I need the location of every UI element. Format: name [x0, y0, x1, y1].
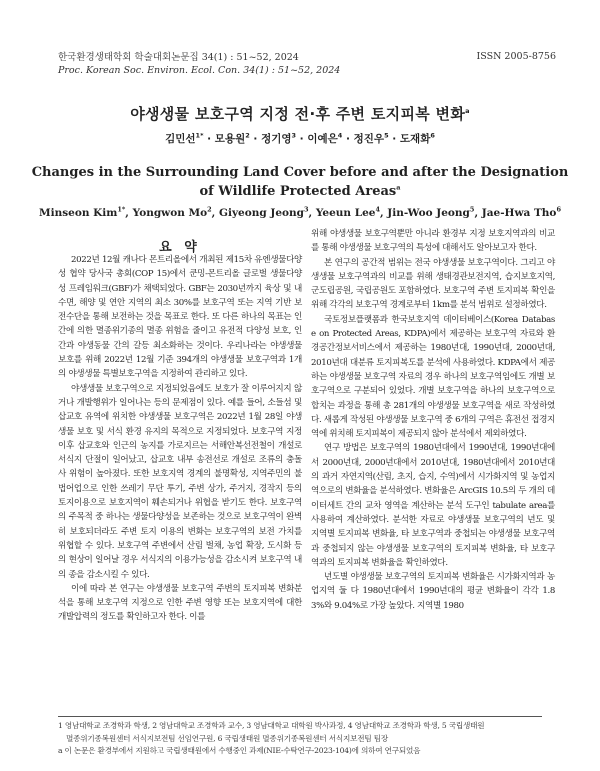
- body-paragraph: 연구 방법은 보호구역의 1980년대에서 1990년대, 1990년대에서 2000년대, 2000년대에서 2010년대, 1980년대에서 2010년대의 과거 자연지역(산림, 초지, 습지, 수역)에서 시가화지역 및 농업지역으로의 변화율을 분석하였다. 변화율은 ArcGIS 10.5의 두 개의 데이터세트 간의 교차 영역을 계산하는 분석 도구인 tabulate area를 사용하여 계산하였다. 분석한 자료로 야생생물 보호구역의 년도 및 지역별 토지피복 변화율, 타 보호구역과 중첩되는 야생생물 보호구역과 중첩되지 않는 야생생물 보호구역의 토지피복 변화율, 타 보호구역과의 토지피복 변화율을 확인하였다.: [311, 443, 555, 568]
- journal-header-korean: 한국환경생태학회 학술대회논문집 34(1) : 51~52, 2024: [58, 52, 299, 63]
- author-name: 도재화: [399, 133, 431, 145]
- body-paragraph: 2022년 12월 캐나다 몬트리올에서 개최된 제15차 유엔생물다양성 협약 당사국 총회(COP 15)에서 쿤밍-몬트리올 글로벌 생물다양성 프레임워크(GBF)가 채택되었다. GBF는 2030년까지 육상 및 내수면, 해양 및 연안 지역의 최소 30%를 보호구역 또는 지역 기반 보전수단을 통해 보전하는 것을 목표로 한다. 또 다른 하나의 목표는 인간에 의한 멸종위기종의 멸종 위험을 줄이고 유전적 다양성 보호, 인간과 야생동물 간의 갈등 최소화하는 것이다. 우리나라는 야생생물 보호를 위해 2022년 12월 기준 394개의 야생생물 보호구역과 1개의 야생생물 특별보호구역을 지정하여 관리하고 있다.: [58, 255, 302, 380]
- left-column: [58, 253, 302, 625]
- korean-title: [0, 103, 600, 124]
- author-affiliation-mark: 3: [291, 131, 297, 140]
- author-name: 정진우: [353, 133, 385, 145]
- author-separator: ,: [211, 207, 219, 219]
- author-affiliation-mark: 4: [337, 131, 343, 140]
- author-separator: ·: [203, 133, 215, 145]
- abstract-heading: 요 약: [159, 240, 201, 255]
- english-author-list: [0, 207, 600, 219]
- body-paragraph: 년도별 야생생물 보호구역의 토지피복 변화율은 시가화지역과 농업지역 둘 다 1980년대에서 1990년대의 평균 변화율이 각각 1.83%와 9.04%로 가장 높았다. 지역별 1980: [311, 572, 555, 611]
- author-affiliation-mark: 6: [556, 205, 561, 214]
- english-title-footnote-mark: a: [396, 183, 401, 192]
- issn-label: ISSN 2005-8756: [476, 51, 556, 62]
- author-separator: ,: [125, 207, 133, 219]
- right-column: [311, 227, 555, 613]
- author-affiliation-mark: 2: [207, 205, 212, 214]
- author-affiliation-mark: 4: [375, 205, 380, 214]
- english-title: [0, 163, 600, 201]
- body-paragraph: 본 연구의 공간적 범위는 전국 야생생물 보호구역이다. 그리고 야생생물 보호구역과의 비교를 위해 생태경관보전지역, 습지보호지역, 군도립공원, 국립공원도 포함하였다. 보호구역 주변 토지피복 확인을 위해 각각의 보호구역 경계로부터 1km를 분석 범위로 설정하였다.: [311, 257, 555, 311]
- journal-header-english: Proc. Korean Soc. Environ. Ecol. Con. 34(1) : 51~52, 2024: [58, 65, 341, 76]
- author-separator: ·: [296, 133, 308, 145]
- author-affiliation-mark: 1*: [195, 131, 204, 140]
- footnote-divider: [58, 716, 542, 717]
- korean-title-text: 야생생물 보호구역 지정 전·후 주변 토지피복 변화: [130, 105, 466, 123]
- author-name: Jae-Hwa Tho: [481, 207, 557, 219]
- author-affiliation-mark: 5: [384, 131, 389, 140]
- footnote-affiliations-2: 멸종위기종복원센터 서식지보전팀 선임연구원, 6 국립생태원 멸종위기종복원센터 서식지보전팀 팀장: [66, 733, 389, 743]
- author-affiliation-mark: 1*: [117, 205, 126, 214]
- author-name: Giyeong Jeong: [218, 207, 304, 219]
- korean-author-list: [0, 131, 600, 146]
- author-separator: ·: [342, 133, 354, 145]
- footnote-funding: a 이 논문은 환경부에서 지원하고 국립생태원에서 수행중인 과제(NIE-수탁연구-2023-104)에 의하여 연구되었음: [58, 746, 421, 755]
- author-name: Yongwon Mo: [132, 207, 208, 219]
- author-separator: ,: [474, 207, 482, 219]
- author-affiliation-mark: 2: [245, 131, 250, 140]
- body-paragraph: 야생생물 보호구역으로 지정되었음에도 보호가 잘 이루어지지 않거나 개발행위가 일어나는 등의 문제점이 있다. 예를 들어, 소들섬 및 삽교호 유역에 위치한 야생생물 보호구역은 2022년 1월 28일 야생생물 보호 및 서식 환경 유지의 목적으로 지정되었다. 보호구역 지정 이후 삽교호와 인근의 농지를 가로지르는 서해안복선전철이 개설로 서식지 단절이 일어났고, 삽교호 내부 송전선로 개설로 조류의 충돌사 위험이 높아졌다. 또한 보호지역 경계의 불명확성, 지역주민의 불법어업으로 인한 쓰레기 무단 투기, 주변 상가, 주거지, 경작지 등의 토지이용으로 보호지역이 훼손되거나 위협을 받기도 한다. 보호구역의 주목적 중 하나는 생물다양성을 보존하는 것으로 보호구역이 완벽히 보호되더라도 주변 토지 이용의 변화는 보호구역의 보전 가치를 위협할 수 있다. 보호구역 주변에서 산림 벌채, 농업 확장, 도시화 등의 현상이 일어날 경우 서식지의 이용가능성을 감소시켜 보호구역 내의 종을 감소시킬 수 있다.: [58, 383, 302, 580]
- author-affiliation-mark: 6: [430, 131, 435, 140]
- korean-title-footnote-mark: a: [465, 107, 470, 115]
- footnote-affiliations-1: 1 영남대학교 조경학과 학생, 2 영남대학교 조경학과 교수, 3 영남대학교 대학원 박사과정, 4 영남대학교 조경학과 학생, 5 국립생태원: [58, 721, 485, 730]
- footnotes: [58, 720, 542, 758]
- author-name: 정기영: [261, 133, 292, 145]
- author-name: 모용원: [214, 133, 246, 145]
- english-title-line1: Changes in the Surrounding Land Cover before and after the Designation: [31, 165, 569, 180]
- author-separator: ·: [249, 133, 262, 145]
- author-separator: ,: [379, 207, 388, 219]
- author-name: Minseon Kim: [39, 207, 118, 219]
- author-separator: ·: [388, 133, 400, 145]
- english-title-line2: of Wildlife Protected Areas: [199, 184, 397, 199]
- author-name: Jin-Woo Jeong: [387, 207, 470, 219]
- body-paragraph: 이에 따라 본 연구는 야생생물 보호구역 주변의 토지피복 변화분석을 통해 보호구역 지정으로 인한 주변 영향 또는 보호지역에 대한 개발압력의 정도를 확인하고자 한다. 이를: [58, 583, 302, 623]
- author-name: 이예은: [307, 133, 338, 145]
- author-separator: ,: [308, 207, 316, 219]
- author-affiliation-mark: 5: [469, 205, 475, 214]
- body-paragraph: 국토정보플랫폼과 한국보호지역 데이터베이스(Korea Database on Protected Areas, KDPA)에서 제공하는 보호구역 자료와 환경공간정보서비스에서 제공하는 1980년대, 1990년대, 2000년대, 2010년대 대분류 토지피복도를 분석에 사용하였다. KDPA에서 제공하는 야생생물 보호구역 자료의 경우 하나의 보호구역임에도 개별 보호구역으로 구분되어 있었다. 개별 보호구역을 하나의 보호구역으로 합치는 과정을 통해 총 281개의 야생생물 보호구역을 새로 작성하였다. 새롭게 작성된 야생생물 보호구역 중 6개의 구역은 휴전선 접경지역에 위치해 토지피복이 제공되지 않아 분석에서 제외하였다.: [311, 314, 555, 440]
- author-name: 김민선: [165, 133, 196, 145]
- body-paragraph: 위해 야생생물 보호구역뿐만 아니라 환경부 지정 보호지역과의 비교를 통해 야생생물 보호구역의 특성에 대해서도 알아보고자 한다.: [311, 229, 555, 254]
- author-name: Yeeun Lee: [315, 207, 376, 219]
- author-affiliation-mark: 3: [303, 205, 309, 214]
